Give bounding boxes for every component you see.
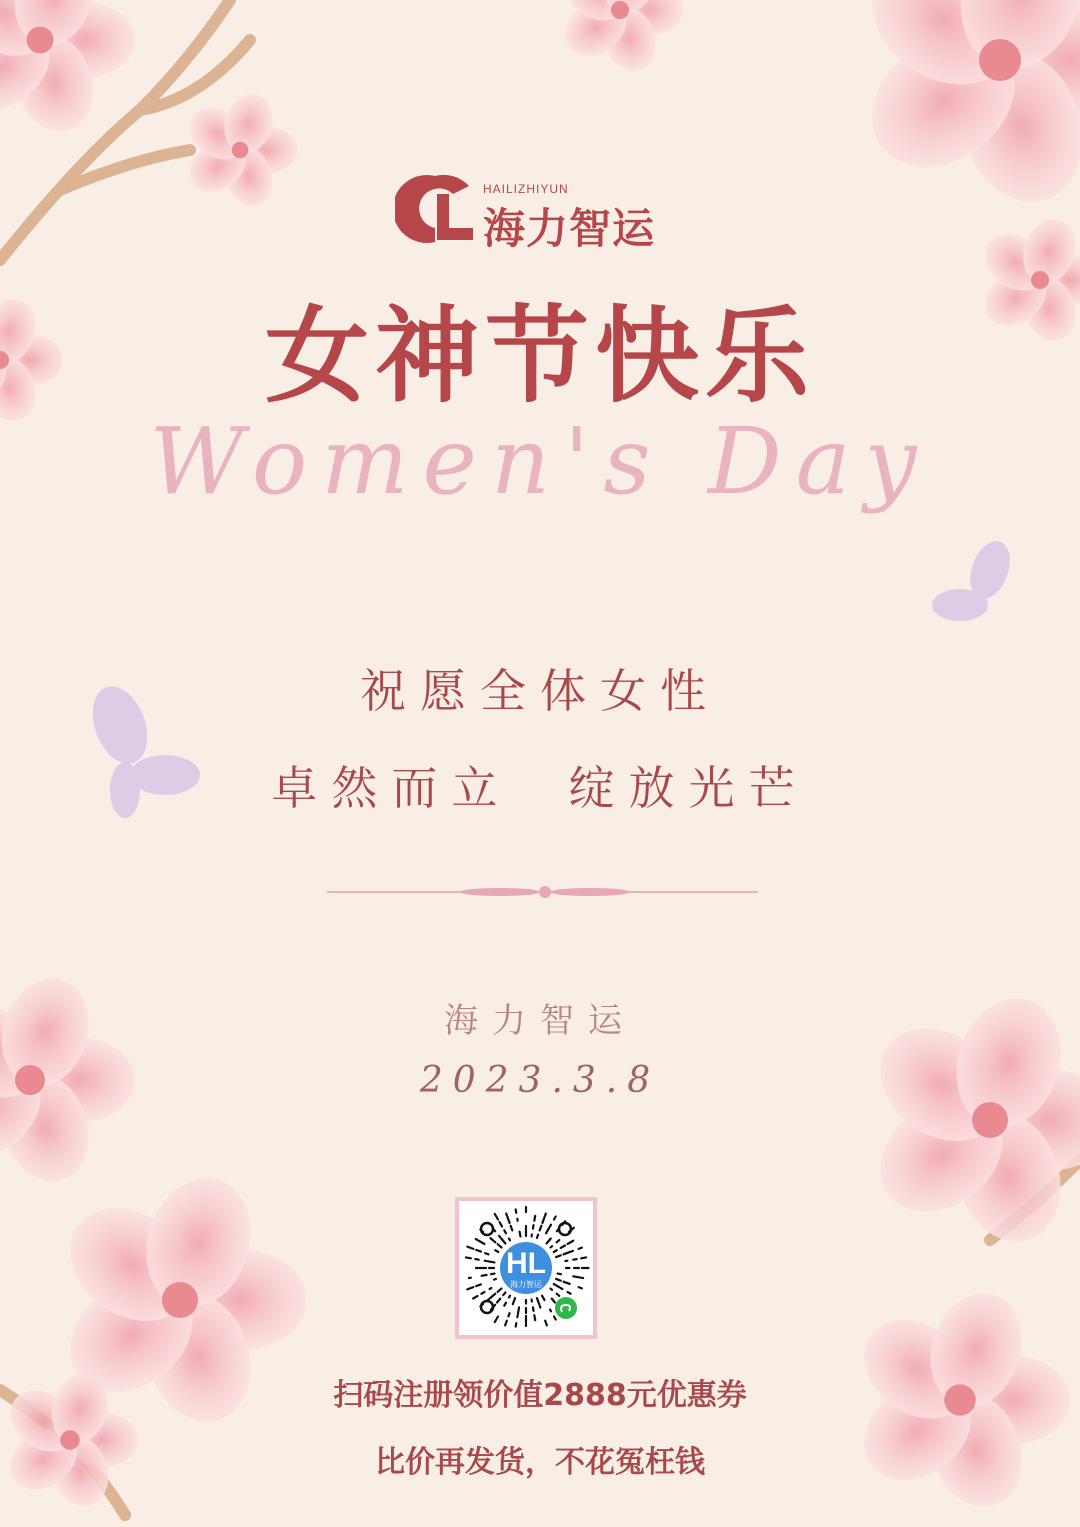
qr-module [551,1246,553,1247]
qr-module [476,1239,478,1240]
qr-module [551,1289,553,1290]
qr-module [504,1230,506,1233]
qr-module [556,1279,561,1281]
qr-module [568,1241,574,1244]
qr-pattern [459,1201,593,1335]
qr-module [561,1288,563,1289]
qr-module [495,1250,498,1252]
blossom-center [979,39,1021,81]
qr-module [476,1284,481,1286]
qr-module [490,1238,495,1242]
qr-code[interactable] [455,1197,597,1339]
qr-module [546,1228,549,1234]
qr-module [509,1296,510,1298]
qr-module [520,1232,521,1237]
qr-module [533,1225,534,1228]
qr-module [556,1255,561,1257]
qr-module [506,1213,507,1215]
qr-module [511,1226,513,1231]
qr-module [498,1244,502,1247]
logo-chinese: 海力智运 [483,204,656,253]
qr-finder [481,1301,493,1313]
qr-module [540,1226,542,1231]
qr-module [564,1252,570,1254]
blossom [0,0,135,142]
qr-module [571,1251,573,1252]
qr-module [554,1216,556,1219]
qr-module [579,1287,582,1288]
qr-finder [481,1223,493,1235]
qr-module [537,1235,538,1238]
logo-english: HAILIZHIYUN [483,182,569,196]
qr-module [513,1298,515,1304]
qr-module [494,1279,496,1280]
qr-module [495,1214,498,1220]
qr-module [475,1259,478,1260]
blossom-center [162,1282,198,1318]
qr-module [542,1296,545,1300]
qr-module [573,1259,576,1260]
blossom-center [972,1102,1008,1138]
qr-module [573,1276,579,1277]
qr-module [554,1316,556,1319]
qr-logo-mark: HL [506,1247,546,1280]
blossom-center [27,27,54,54]
qr-module [488,1261,494,1262]
qr-module [554,1284,560,1287]
qr-module [534,1315,535,1320]
qr-module [561,1246,565,1249]
qr-module [545,1321,547,1326]
wish-line-2: 卓然而立 绽放光芒 [271,761,809,815]
qr-module [547,1239,551,1244]
qr-module [466,1257,471,1258]
qr-module [497,1299,500,1303]
qr-module [490,1288,492,1289]
logo-mark-icon [395,172,475,244]
qr-module [516,1323,517,1326]
mini-program-icon [555,1297,577,1319]
qr-module [558,1274,561,1275]
qr-module [533,1307,534,1310]
qr-module [557,1294,560,1296]
qr-module [490,1294,495,1298]
qr-module [550,1225,551,1227]
qr-module [507,1217,509,1223]
qr-module [552,1299,555,1303]
date: 2023.3.8 [419,1060,661,1101]
qr-module [498,1289,502,1292]
blossom-center [232,142,249,159]
qr-module [499,1236,500,1238]
qr-module [568,1292,571,1294]
qr-module [557,1240,560,1242]
qr-module [579,1248,582,1249]
qr-module [504,1303,506,1306]
brand-logo [395,172,695,253]
promo-line-2: 比价再发货，不花冤枉钱 [375,1445,705,1480]
qr-module [495,1316,498,1322]
promo-line-1: 扫码注册领价值2888元优惠券 [333,1378,747,1413]
blossom [847,0,1080,218]
qr-module [564,1282,570,1284]
script-title: Women's Day [149,408,931,515]
qr-module [491,1274,494,1275]
qr-module [509,1239,510,1241]
signature: 海力智运 [444,1001,636,1041]
qr-module [508,1313,509,1316]
wish-line-1: 祝愿全体女性 [360,664,720,718]
qr-module [503,1293,505,1296]
page-title: 女神节快乐 [264,294,815,417]
qr-module [467,1287,473,1289]
qr-module [534,1216,535,1221]
divider-ornament [327,886,758,898]
qr-module [540,1306,541,1308]
qr-module [518,1307,519,1313]
qr-finder [559,1223,571,1235]
qr-center-label: 海力智运 [510,1280,542,1289]
qr-module [542,1217,544,1223]
qr-module [467,1247,473,1249]
qr-module [550,1310,551,1312]
qr-module [516,1209,517,1212]
qr-module [476,1250,481,1252]
qr-module [505,1321,507,1326]
qr-module [500,1222,503,1226]
qr-module [482,1275,487,1276]
qr-module [545,1213,546,1215]
blossom [554,0,683,78]
qr-module [485,1253,488,1254]
qr-module [501,1239,505,1244]
qr-module [554,1250,557,1252]
qr-module [479,1241,485,1244]
qr-module [581,1257,586,1258]
blossom-center [611,1,629,19]
qr-module [473,1296,477,1299]
qr-module [537,1298,539,1304]
blossom [180,88,298,212]
qr-module [481,1292,484,1294]
